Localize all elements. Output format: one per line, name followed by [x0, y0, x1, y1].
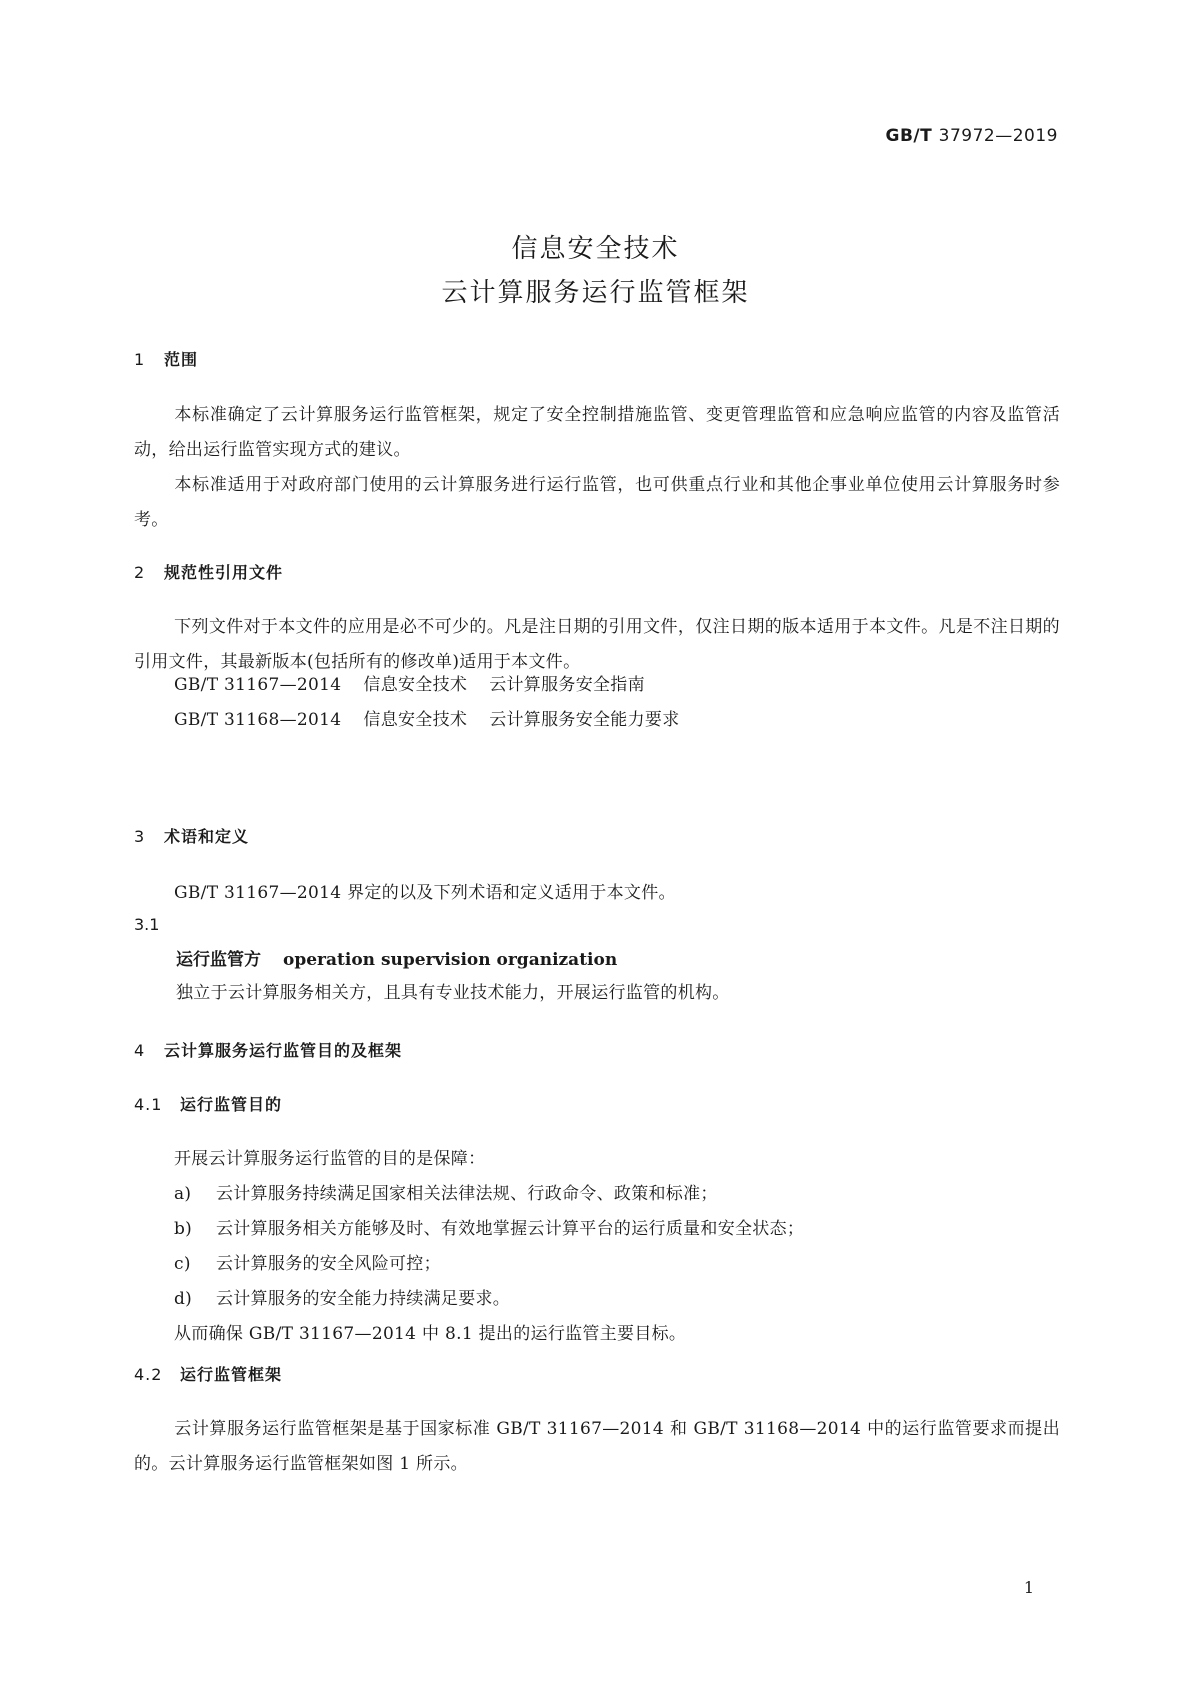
list-label: c) [174, 1254, 191, 1274]
section-4-heading [134, 1038, 402, 1061]
section-title: 规范性引用文件 [164, 563, 284, 582]
standard-code-number: 37972—2019 [938, 126, 1058, 146]
term-definition: 独立于云计算服务相关方，且具有专业技术能力，开展运行监管的机构。 [176, 983, 730, 1003]
section-3-heading [134, 824, 249, 847]
list-label: d) [174, 1289, 193, 1309]
paragraph-text: 下列文件对于本文件的应用是必不可少的。凡是注日期的引用文件，仅注日期的版本适用于本文件。凡是不注日期的引用文件，其最新版本(包括所有的修改单)适用于本文件。 [134, 617, 1060, 672]
document-title-line2: 云计算服务运行监管框架 [441, 278, 750, 308]
reference-title-b: 云计算服务安全指南 [489, 675, 645, 695]
section-number: 2 [134, 563, 146, 582]
paragraph-text: 本标准确定了云计算服务运行监管框架，规定了安全控制措施监管、变更管理监管和应急响应监管的内容及监管活动，给出运行监管实现方式的建议。 [134, 405, 1060, 460]
term-name-en: operation supervision organization [283, 950, 618, 970]
list-item-d [174, 1284, 510, 1309]
list-item-b [174, 1214, 804, 1239]
term-number: 3.1 [134, 915, 160, 934]
standard-code [886, 126, 1058, 146]
page-number: 1 [1023, 1578, 1034, 1597]
section-title: 范围 [164, 350, 199, 369]
section-title: 运行监管框架 [180, 1365, 283, 1384]
section-4-1-intro: 开展云计算服务运行监管的目的是保障： [174, 1149, 486, 1169]
reference-code: GB/T 31167—2014 [174, 675, 342, 695]
list-item-a [174, 1179, 718, 1204]
normative-reference-2 [174, 705, 680, 730]
section-1-paragraph-2 [134, 468, 1060, 538]
section-number: 4 [134, 1041, 146, 1060]
list-label: a) [174, 1184, 192, 1204]
section-4-2-paragraph-1 [134, 1412, 1060, 1482]
section-title: 运行监管目的 [180, 1095, 283, 1114]
standard-code-prefix: GB/T [885, 126, 933, 146]
reference-title-a: 信息安全技术 [363, 710, 468, 730]
reference-code: GB/T 31168—2014 [174, 710, 342, 730]
list-text: 云计算服务相关方能够及时、有效地掌握云计算平台的运行质量和安全状态； [216, 1219, 805, 1239]
list-text: 云计算服务的安全风险可控； [216, 1254, 441, 1274]
section-title: 云计算服务运行监管目的及框架 [164, 1041, 403, 1060]
reference-title-b: 云计算服务安全能力要求 [489, 710, 680, 730]
section-4-2-heading [134, 1362, 282, 1385]
section-4-1-outro: 从而确保 GB/T 31167—2014 中 8.1 提出的运行监管主要目标。 [174, 1324, 687, 1344]
section-number: 4.2 [134, 1365, 163, 1384]
term-name [176, 945, 617, 970]
list-text: 云计算服务持续满足国家相关法律法规、行政命令、政策和标准； [216, 1184, 718, 1204]
paragraph-text: 本标准适用于对政府部门使用的云计算服务进行运行监管，也可供重点行业和其他企事业单位使用云计算服务时参考。 [134, 475, 1060, 530]
reference-title-a: 信息安全技术 [363, 675, 468, 695]
section-1-heading [134, 347, 198, 370]
section-4-1-heading [134, 1092, 282, 1115]
list-text: 云计算服务的安全能力持续满足要求。 [216, 1289, 511, 1309]
section-number: 4.1 [134, 1095, 163, 1114]
section-number: 3 [134, 827, 146, 846]
document-title-line1: 信息安全技术 [511, 234, 680, 264]
section-2-heading [134, 560, 283, 583]
term-name-zh: 运行监管方 [176, 950, 261, 970]
list-item-c [174, 1249, 441, 1274]
section-1-paragraph-1 [134, 398, 1060, 468]
paragraph-text: 云计算服务运行监管框架是基于国家标准 GB/T 31167—2014 和 GB/T 31168—2014 中的运行监管要求而提出的。云计算服务运行监管框架如图 1 所示。 [134, 1419, 1060, 1474]
normative-reference-1 [174, 670, 645, 695]
section-number: 1 [134, 350, 146, 369]
section-title: 术语和定义 [164, 827, 250, 846]
list-label: b) [174, 1219, 193, 1239]
section-3-paragraph-1: GB/T 31167—2014 界定的以及下列术语和定义适用于本文件。 [174, 883, 676, 903]
